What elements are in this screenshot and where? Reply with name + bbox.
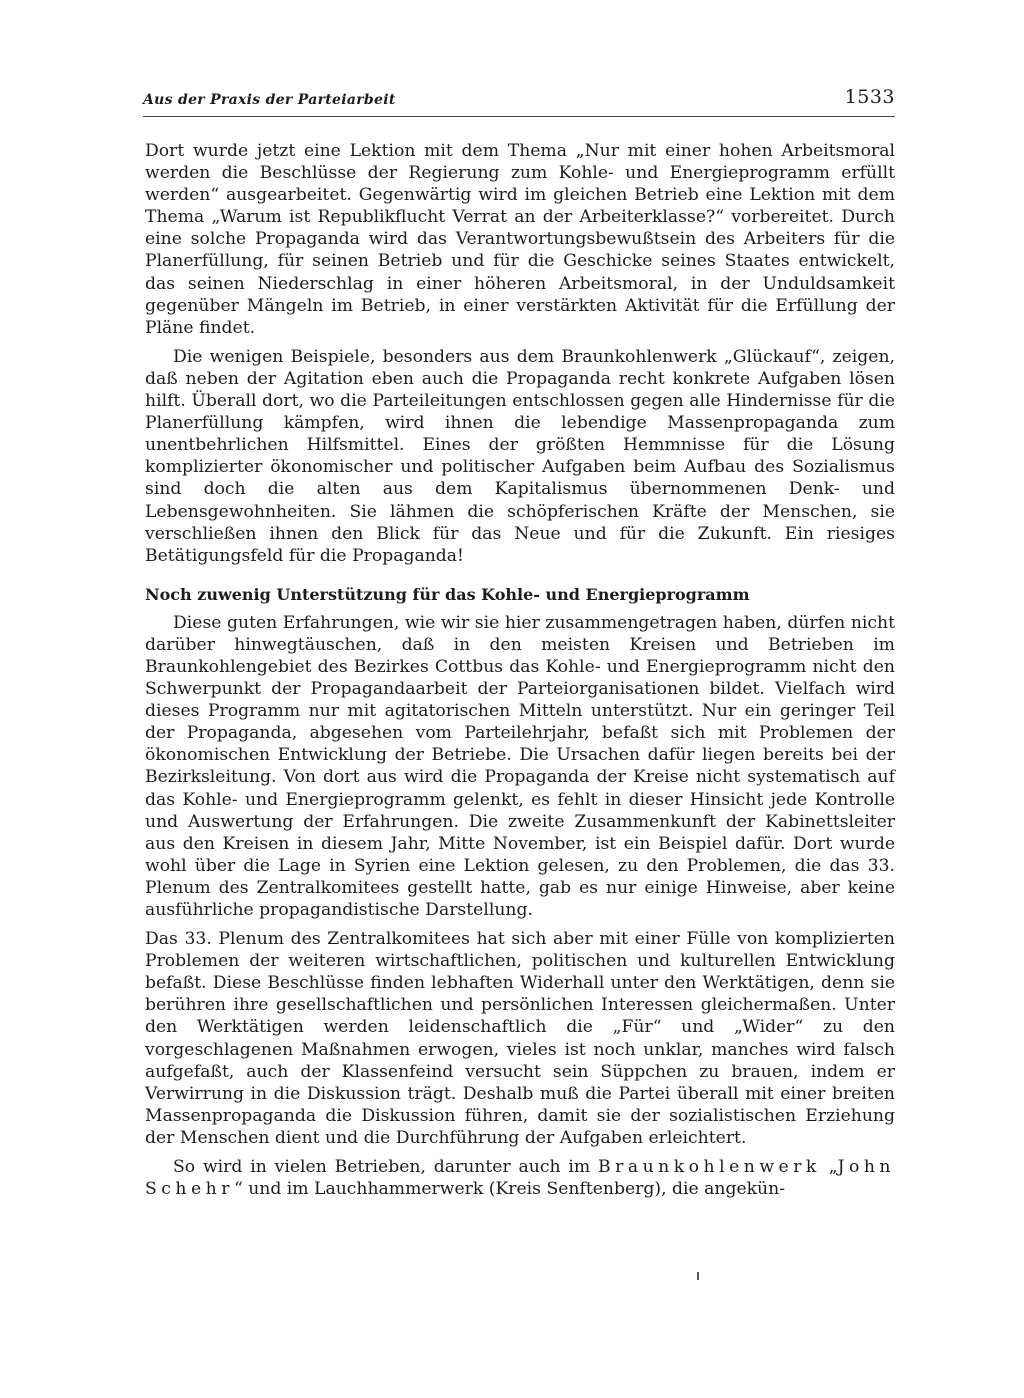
paragraph-4: Das 33. Plenum des Zentralkomitees hat sich aber mit einer Fülle von komplizierten Problemen der weiteren wirtschaftlichen, politischen und kulturellen Entwicklung befaßt. Diese Beschlüsse finden lebhaften Widerhall unter den Werktätigen, denn sie berühren ihre gesellschaftlichen und persönlichen Interessen gleichermaßen. Unter den Werktätigen werden leidenschaftlich die „Für“ und „Wider“ zu den vorgeschlagenen Maßnahmen erwogen, vieles ist noch unklar, manches wird falsch aufgefaßt, auch der Klassenfeind versucht sein Süppchen zu brauen, indem er Verwirrung in die Diskussion trägt. Deshalb muß die Partei überall mit einer breiten Massenpropaganda die Diskussion führen, damit sie der sozialistischen Erziehung der Menschen dient und die Durchführung der Aufgaben erleichtert. bbox=[145, 929, 895, 1148]
paragraph-1: Dort wurde jetzt eine Lektion mit dem Thema „Nur mit einer hohen Arbeitsmoral werden die Beschlüsse der Regierung zum Kohle- und Energieprogramm erfüllt werden“ ausgearbeitet. Gegenwärtig wird im gleichen Betrieb eine Lektion mit dem Thema „Warum ist Republikflucht Verrat an der Arbeiterklasse?“ vorbereitet. Durch eine solche Propaganda wird das Verantwortungsbewußtsein des Arbeiters für die Planerfüllung, für seinen Betrieb und für die Geschicke seines Staates entwickelt, das seinen Niederschlag in einer höheren Arbeitsmoral, in der Unduldsamkeit gegenüber Mängeln im Betrieb, in einer verstärkten Aktivität für die Erfüllung der Pläne findet. bbox=[145, 141, 895, 338]
paragraph-5 bbox=[145, 1156, 895, 1200]
page-number: 1533 bbox=[844, 86, 895, 108]
paragraph-5-part1: So wird in vielen Betrieben, darunter auch im bbox=[173, 1157, 599, 1178]
paragraph-5-spaced-john-schehr: John Schehr bbox=[145, 1157, 895, 1200]
paragraph-5-part2: „ bbox=[820, 1157, 838, 1178]
section-heading: Noch zuwenig Unterstützung für das Kohle- und Energieprogramm bbox=[145, 584, 750, 604]
paragraph-5-spaced-braunkohlenwerk: Braunkohlenwerk bbox=[598, 1157, 821, 1178]
page-header bbox=[143, 86, 895, 116]
header-rule bbox=[143, 116, 895, 117]
paragraph-3: Diese guten Erfahrungen, wie wir sie hier zusammengetragen haben, dürfen nicht darüber hinwegtäuschen, daß in den meisten Kreisen und Betrieben im Braunkohlengebiet des Bezirkes Cottbus das Kohle- und Energieprogramm nicht den Schwerpunkt der Propagandaarbeit der Parteiorganisationen bildet. Vielfach wird dieses Programm nur mit agitatorischen Mitteln unterstützt. Nur ein geringer Teil der Propaganda, abgesehen vom Parteilehrjahr, befaßt sich mit Problemen der ökonomischen Entwicklung der Betriebe. Die Ursachen dafür liegen bereits bei der Bezirksleitung. Von dort aus wird die Propaganda der Kreise nicht systematisch auf das Kohle- und Energieprogramm gelenkt, es fehlt in dieser Hinsicht jede Kontrolle und Auswertung der Erfahrungen. Die zweite Zusammenkunft der Kabinettsleiter aus den Kreisen in diesem Jahr, Mitte November, ist ein Beispiel dafür. Dort wurde wohl über die Lage in Syrien eine Lektion gelesen, zu den Problemen, die das 33. Plenum des Zentralkomitees gestellt hatte, gab es nur einige Hinweise, aber keine ausführliche propagandistische Darstellung. bbox=[145, 612, 895, 920]
paragraph-5-part3: “ und im Lauchhammerwerk (Kreis Senftenberg), die angekün- bbox=[233, 1179, 786, 1200]
running-head: Aus der Praxis der Parteiarbeit bbox=[143, 92, 396, 108]
body-text bbox=[145, 140, 895, 1207]
paragraph-2: Die wenigen Beispiele, besonders aus dem Braunkohlenwerk „Glückauf“, zeigen, daß neben der Agitation eben auch die Propaganda recht konkrete Aufgaben lösen hilft. Überall dort, wo die Parteileitungen entschlossen gegen alle Hindernisse für die Planerfüllung kämpfen, wird ihnen die lebendige Massenpropaganda zum unentbehrlichen Hilfsmittel. Eines der größten Hemmnisse für die Lösung komplizierter ökonomischer und politischer Aufgaben beim Aufbau des Sozialismus sind doch die alten aus dem Kapitalismus übernommenen Denk- und Lebensgewohnheiten. Sie lähmen die schöpferischen Kräfte der Menschen, sie verschließen ihnen den Blick für das Neue und für die Zukunft. Ein riesiges Betätigungsfeld für die Propaganda! bbox=[145, 346, 895, 566]
stray-mark bbox=[697, 1272, 699, 1280]
